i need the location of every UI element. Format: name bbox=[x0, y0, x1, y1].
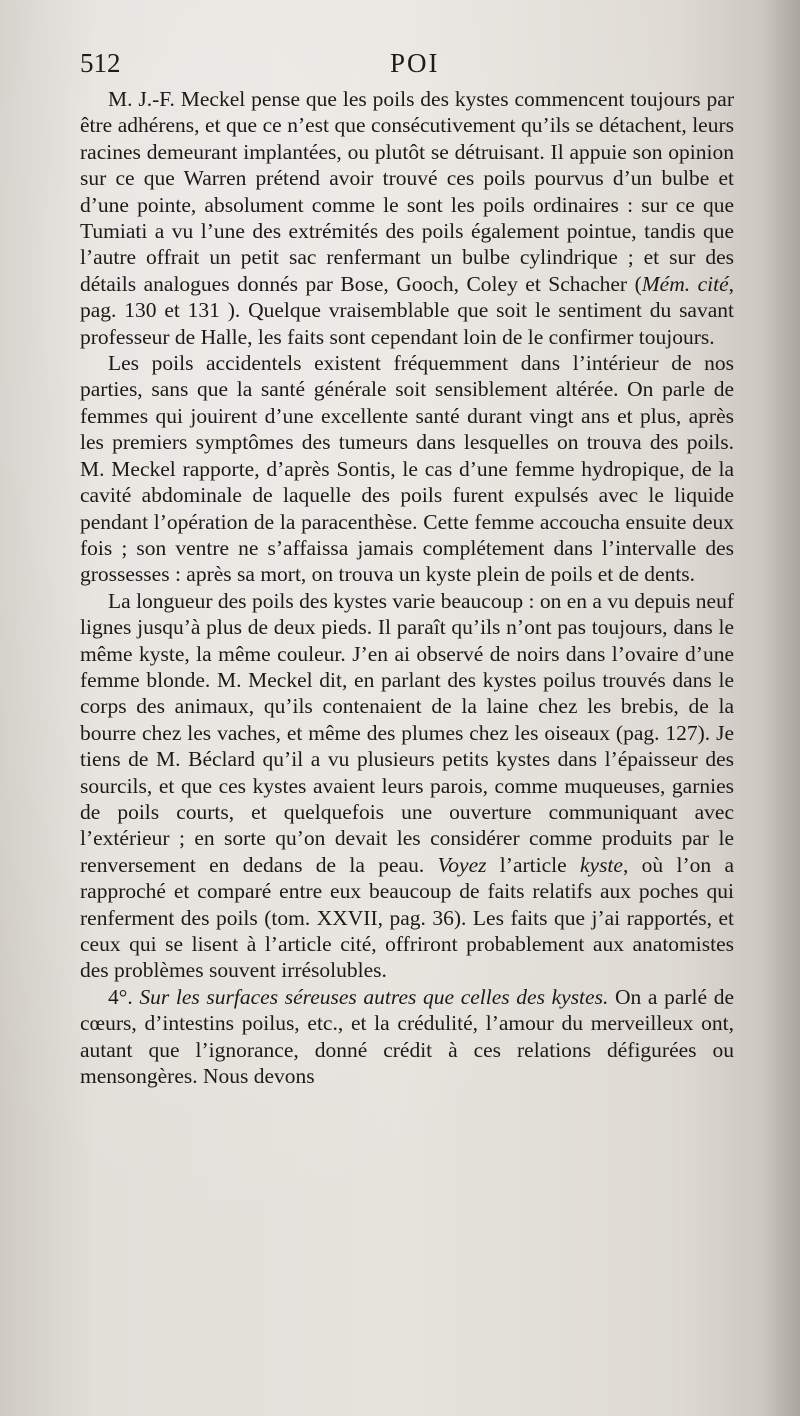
paragraph bbox=[80, 350, 734, 588]
page-number: 512 bbox=[80, 48, 121, 78]
text-run: M. J.-F. Meckel pense que les poils des kystes commencent toujours par être adhérens, et que ce n’est que consécutivement qu’ils se détachent, leurs racines demeurant implantées, ou plutôt se détruisant. Il appuie son opinion sur ce que Warren prétend avoir trouvé ces poils pourvus d’un bulbe et d’une pointe, absolument comme le sont les poils ordinaires : sur ce que Tumiati a vu l’une des extrémités des poils également pointue, tandis que l’autre offrait un petit sac renfermant un bulbe cylindrique ; et sur des détails analogues donnés par Bose, Gooch, Coley et Schacher ( bbox=[80, 87, 734, 296]
italic-run: Voyez bbox=[437, 852, 487, 877]
italic-run: kyste bbox=[579, 852, 623, 877]
text-run: 4°. bbox=[108, 984, 140, 1009]
body-text bbox=[80, 86, 734, 1089]
paragraph bbox=[80, 984, 734, 1090]
text-run: , où l’on a rapproché et comparé entre eux beaucoup de faits relatifs aux poches qui renferment des poils (tom. XXVII, pag. 36). Les faits que j’ai rapportés, et ceux qui se lisent à l’article cité, offriront probablement aux anatomistes des problèmes souvent irrésolubles. bbox=[80, 852, 734, 983]
text-run: , pag. 130 et 131 ). Quelque vraisemblable que soit le sentiment du savant professeur de Halle, les faits sont cependant loin de le confirmer toujours. bbox=[80, 271, 735, 349]
text-run: On a parlé de cœurs, d’intestins poilus, etc., et la crédulité, l’amour du merveilleux ont, autant que l’ignorance, donné crédit à ces relations défigurées ou mensongères. Nous devons bbox=[80, 984, 734, 1089]
page-header bbox=[80, 44, 732, 84]
text-run: La longueur des poils des kystes varie beaucoup : on en a vu depuis neuf lignes jusqu’à plus de deux pieds. Il paraît qu’ils n’ont pas toujours, dans le même kyste, la même couleur. J’en ai observé de noirs dans l’ovaire d’une femme blonde. M. Meckel dit, en parlant des kystes poilus trouvés dans le corps des animaux, qu’ils contenaient de la laine chez les brebis, de la bourre chez les vaches, et même des plumes chez les oiseaux (pag. 127). Je tiens de M. Béclard qu’il a vu plusieurs petits kystes dans l’épaisseur des sourcils, et que ces kystes avaient leurs parois, comme muqueuses, garnies de poils courts, et quelquefois une ouverture communiquant avec l’extérieur ; en sorte qu’on devait les considérer comme produits par le renversement en dedans de la peau. bbox=[80, 588, 734, 877]
paragraph bbox=[80, 588, 734, 984]
running-head: POI bbox=[390, 48, 440, 78]
italic-run: Sur les surfaces séreuses autres que celles des kystes. bbox=[139, 984, 609, 1009]
paragraph bbox=[80, 86, 734, 350]
text-run: l’article bbox=[486, 852, 580, 877]
italic-run: Mém. cité bbox=[641, 271, 729, 296]
text-run: Les poils accidentels existent fréquemment dans l’intérieur de nos parties, sans que la santé générale soit sensiblement altérée. On parle de femmes qui jouirent d’une excellente santé durant vingt ans et plus, après les premiers symptômes des tumeurs dans lesquelles on trouva des poils. M. Meckel rapporte, d’après Sontis, le cas d’une femme hydropique, de la cavité abdominale de laquelle des poils furent expulsés avec le liquide pendant l’opération de la paracenthèse. Cette femme accoucha ensuite deux fois ; son ventre ne s’affaissa jamais complétement dans l’intervalle des grossesses : après sa mort, on trouva un kyste plein de poils et de dents. bbox=[80, 351, 734, 587]
